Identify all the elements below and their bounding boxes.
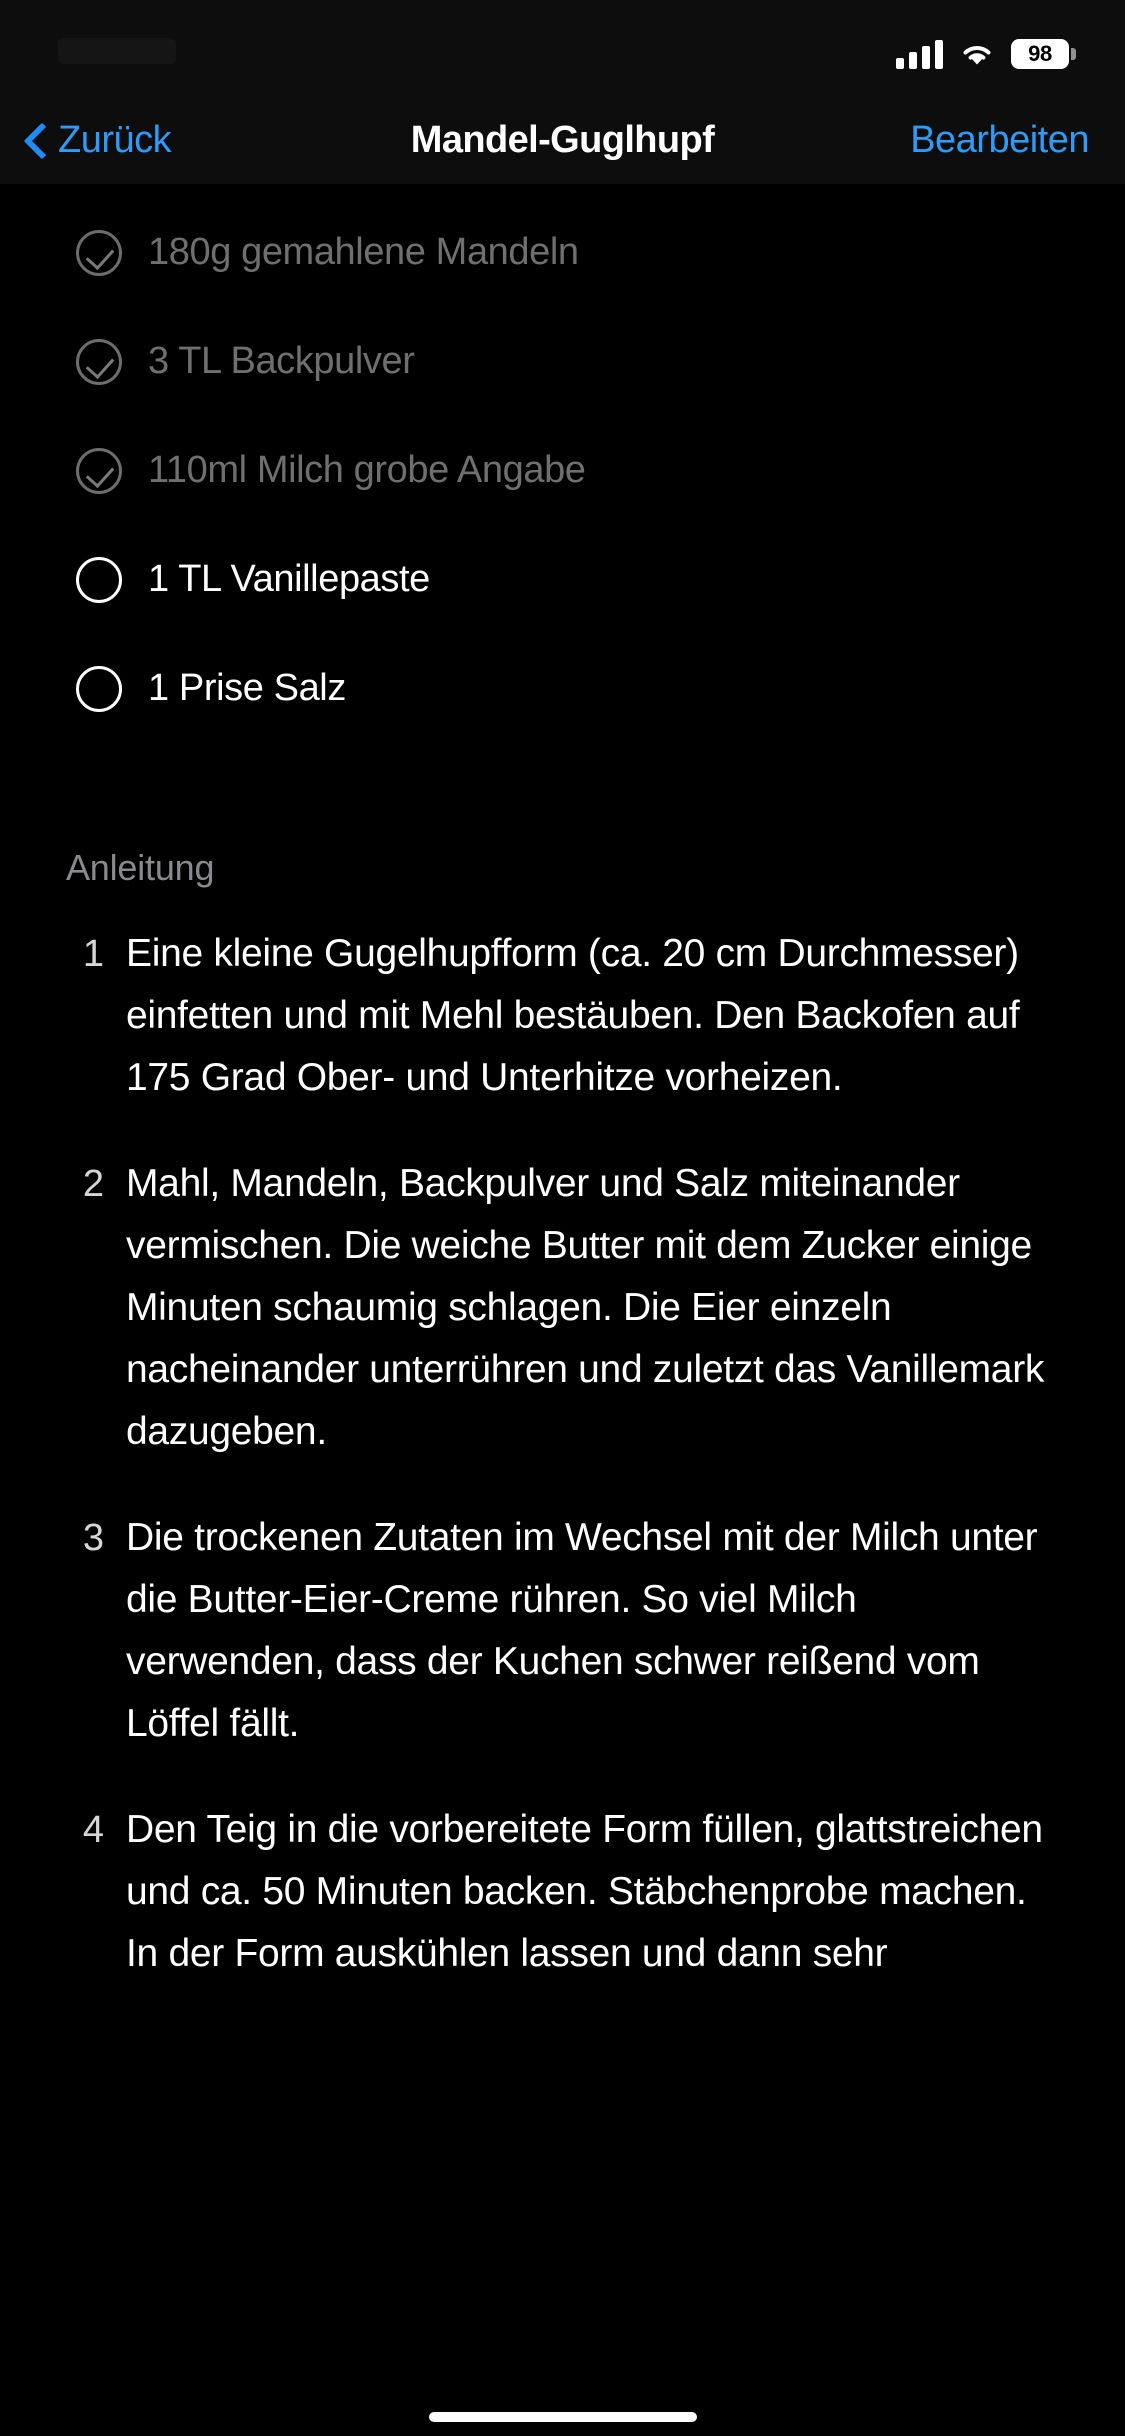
instructions-section-header: Anleitung	[66, 847, 215, 888]
status-bar	[0, 0, 1125, 96]
step-number: 3	[82, 1517, 104, 1559]
list-item	[0, 1507, 1125, 1755]
step-text: Den Teig in die vorbereitete Form füllen, glattstreichen und ca. 50 Minuten backen. Stäbchenprobe machen. In der Form auskühlen lassen und dann sehr	[126, 1808, 1043, 1975]
list-item[interactable]	[0, 416, 1125, 525]
list-item[interactable]	[0, 525, 1125, 634]
step-text: Mahl, Mandeln, Backpulver und Salz miteinander vermischen. Die weiche Butter mit dem Zucker einige Minuten schaumig schlagen. Die Eier einzeln nacheinander unterrühren und zuletzt das Vanillemark dazugeben.	[126, 1162, 1045, 1453]
list-item	[0, 1799, 1125, 1985]
ingredient-label: 3 TL Backpulver	[148, 340, 415, 382]
list-item	[0, 1153, 1125, 1463]
list-item[interactable]	[0, 307, 1125, 416]
battery-cap	[1071, 48, 1076, 60]
back-button[interactable]	[24, 119, 171, 162]
battery-icon	[1011, 39, 1069, 69]
status-bar-left-placeholder	[58, 38, 176, 64]
home-indicator[interactable]	[429, 2412, 697, 2422]
battery-percent-label: 98	[1028, 41, 1052, 66]
status-bar-right-group	[896, 34, 1069, 74]
checkmark-circle-icon[interactable]	[76, 448, 122, 494]
page-title: Mandel-Guglhupf	[410, 118, 715, 161]
step-number: 2	[82, 1163, 104, 1205]
back-button-label: Zurück	[58, 118, 172, 161]
chevron-left-icon	[24, 120, 48, 160]
step-number: 4	[82, 1809, 104, 1851]
cellular-signal-icon	[896, 39, 943, 69]
list-item[interactable]	[0, 634, 1125, 743]
ingredient-label: 110ml Milch grobe Angabe	[148, 449, 586, 491]
navigation-bar	[0, 96, 1125, 184]
ingredient-label: 1 Prise Salz	[148, 667, 346, 709]
step-text: Eine kleine Gugelhupfform (ca. 20 cm Durchmesser) einfetten und mit Mehl bestäuben. Den Backofen auf 175 Grad Ober- und Unterhitze vorheizen.	[126, 932, 1020, 1099]
list-item[interactable]	[0, 198, 1125, 307]
wifi-icon	[959, 40, 995, 68]
checkmark-circle-icon[interactable]	[76, 339, 122, 385]
step-number: 1	[82, 933, 104, 975]
ingredient-label: 1 TL Vanillepaste	[148, 558, 430, 600]
list-item	[0, 923, 1125, 1109]
instruction-steps-list	[0, 889, 1125, 1985]
ingredient-label: 180g gemahlene Mandeln	[148, 231, 579, 273]
empty-circle-icon[interactable]	[76, 557, 122, 603]
step-text: Die trockenen Zutaten im Wechsel mit der Milch unter die Butter-Eier-Creme rühren. So viel Milch verwenden, dass der Kuchen schwer reißend vom Löffel fällt.	[126, 1516, 1038, 1745]
ingredient-list	[0, 184, 1125, 743]
empty-circle-icon[interactable]	[76, 666, 122, 712]
recipe-scroll-view[interactable]	[0, 184, 1125, 2436]
checkmark-circle-icon[interactable]	[76, 230, 122, 276]
edit-button[interactable]: Bearbeiten	[910, 118, 1089, 161]
